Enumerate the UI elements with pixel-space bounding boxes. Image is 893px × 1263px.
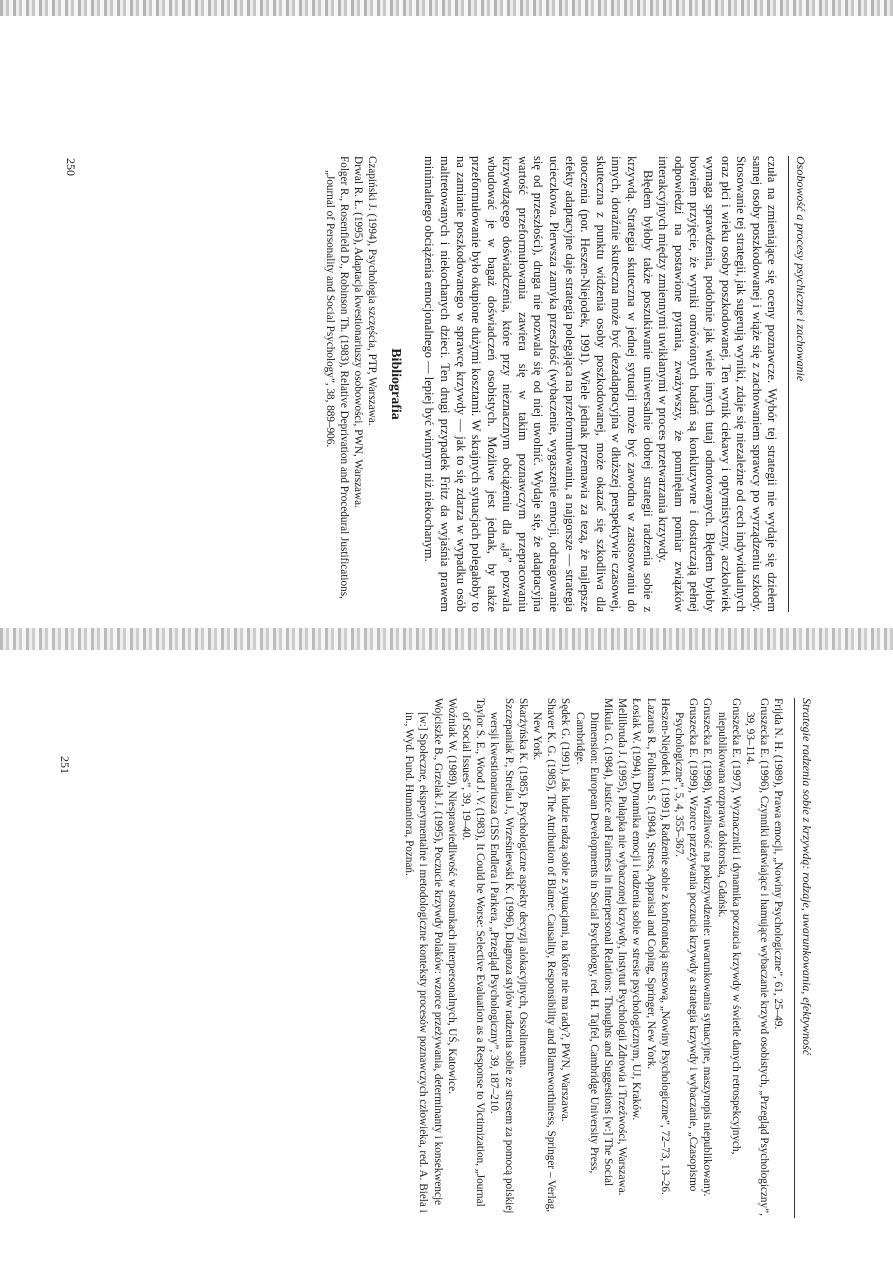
reference-item: Łosiak W. (1994), Dynamika emocji i radzenia sobie w stresie psychologicznym, UJ, Kraków. (630, 698, 643, 1121)
scan-edge-top (0, 0, 893, 16)
reference-item: Taylor S. E., Wood J. V. (1983), It Could be Worse: Selective Evaluation as a Response to Victimization, „Journal of Social Issues”, 39, 19–40. (459, 698, 487, 1207)
reference-item: Gruszecka E. (1998), Wrażliwość na pokrzywdzenie: uwarunkowania sytuacyjne, maszynopis niepublikowany. (701, 698, 714, 1197)
running-head: Osobowość a procesy psychiczne i zachowanie (788, 156, 808, 612)
reference-item: Wojciszke B., Grzelak J. (1995), Poczucie krzywdy Polaków: wzorce przeżywania, determinanty i konsekwencje [w:] Społeczne, eksperymentalne i metodologiczne konteksty procesów poznawczych człowieka, red. A. Biela i in., Wyd. Fund. Humaniora, Poznań. (403, 698, 444, 1213)
page-number: 250 (64, 158, 78, 176)
page-250 (0, 18, 893, 624)
reference-item: Gruszecka E. (1997), Wyznaczniki i dynamika poczucia krzywdy w świetle danych retrospekcyjnych, niepublikowana rozprawa doktorska, Gdańsk. (715, 698, 742, 1155)
reference-item: Mikula G. (1984), Justice and Fairness in Interpersonal Relations: Thoughts and Suggestions [w:] The Social Dimension: European Developments in Social Psychology, red. H. Tajfel, Cambridge University Press, Cambridge. (573, 698, 614, 1187)
page-251-content (402, 698, 814, 1218)
reference-item: Folger R., Rosenfield D., Robinson Th. (1983), Relative Deprivation and Procedural Justifications, „Journal of Personality and Social Psychology”, 38, 889–906. (323, 156, 350, 599)
reference-item: Czapiński J. (1994), Psychologia szczęścia, PTP, Warszawa. (366, 156, 379, 426)
body-text (421, 156, 780, 612)
page-251 (0, 654, 893, 1263)
page-number: 251 (58, 756, 72, 774)
reference-item: Gruszecka E. (1996), Czynniki ułatwiające i hamujące wybaczanie krzywd osobistych, „Przegląd Psychologiczny”, 39, 93–114. (744, 698, 771, 1216)
paragraph: czuła na zmieniające się oceny poznawcze. Wybór tej strategii nie wydaje się dziełem samej osoby poszkodowanej i wiąże się z zachowaniem sprawcy po wyrządzeniu szkody. Stosowanie tej strategii, jak sugerują wyniki, zdaje się niezależne od cech indywidualnych oraz płci i wieku osoby poszkodowanej. Ten wynik ciekawy i optymistyczny, aczkolwiek wymaga sprawdzenia, podobnie jak wiele innych tutaj odnotowanych. Błędem byłoby bowiem przyjęcie, że wyniki omówionych badań są konkluzywne i dostarczają pełnej odpowiedzi na postawione pytania, zważywszy, że pominęłam pomiar związków interakcyjnych między zmiennymi uwikłanymi w proces przetwarzania krzywdy. (656, 156, 780, 612)
reference-item: Frijda N. H. (1989), Prawa emocji, „Nowiny Psychologiczne”, 61, 25–49. (772, 698, 785, 1030)
page-250-content (322, 156, 808, 612)
reference-item: Gruszecka E. (1999), Wzorce przeżywania poczucia krzywdy a strategia krzywdy i wybaczanie, „Czasopismo Psychologiczne”, 5, 4, 355–367. (672, 698, 700, 1192)
paragraph: Błędem byłoby także poszukiwanie uniwersalnie dobrej strategii radzenia sobie z krzywdą. Strategia skuteczna w jednej sytuacji może być zawodna w zastosowaniu do innych, doraźnie skuteczna może być dezadaptacyjna w dłuższej perspektywie czasowej, skuteczna z punktu widzenia osoby poszkodowanej, może okazać się szkodliwa dla otoczenia (por. Heszen-Niejodek, 1991). Wiele jednak przemawia za tezą, że najlepsze efekty adaptacyjne daje strategia polegająca na przeformułowaniu, a najgorsze — strategia ucieczkowa. Pierwsza zamyka przeszłość (wybaczenie, wygaszenie emocji, odreagowanie się od przeszłości), druga nie pozwala się od niej uwolnić. Wydaje się, że adaptacyjna wartość przeformułowania zawiera się w takim poznawczym przepracowaniu krzywdzącego doświadczenia, które przy nieznacznym obciążeniu dla „ja” pozwala wbudować je w bagaż doświadczeń osobistych. Możliwe jest jednak, by także przeformułowanie było okupione dużymi kosztami. W skrajnych sytuacjach polegałoby to na zamianie poszkodowanego w sprawcę krzywdy — jak to się zdarza w wypadku osób maltretowanych i niekochanych dzieci. Ten drugi przypadek Fritz da wyjaśnia prawem minimalnego obciążenia emocjonalnego — lepiej być winnym niż niekochanym. (422, 156, 655, 612)
reference-item: Heszen-Niejodek I. (1991), Radzenie sobie z konfrontacją stresową, „Nowiny Psychologiczne”, 72–73, 13–26. (658, 698, 671, 1195)
bibliography-heading: Bibliografia (387, 348, 403, 420)
running-head: Strategie radzenia sobie z krzywdą: rodzaje, uwarunkowania, efektywność (794, 698, 814, 1218)
reference-item: Drwal R. Ł. (1995), Adaptacja kwestionariuszy osobowości, PWN, Warszawa. (351, 156, 364, 508)
scan-gutter (0, 628, 893, 650)
reference-item: Mellibruda J. (1995), Pułapka nie wybaczonej krzywdy, Instytut Psychologii Zdrowia i Trzeźwości, Warszawa. (616, 698, 629, 1196)
reference-item: Woźniak W. (1989), Niesprawiedliwość w stosunkach interpersonalnych, UŚ, Katowice. (445, 698, 458, 1094)
reference-item: Lazarus R., Folkman S. (1984), Stress, Appraisal and Coping, Springer, New York. (644, 698, 657, 1070)
reference-item: Skarżyńska K. (1985), Psychologiczne aspekty decyzji alokacyjnych, Ossolineum. (516, 698, 529, 1069)
reference-item: Shaver K. G. (1985), The Attribution of Blame: Causality, Responsibility and Blameworthiness, Springer – Verlag, New York. (530, 698, 558, 1213)
reference-item: Sędek G. (1991), Jak ludzie radzą sobie z sytuacjami, na które nie ma rady?, PWN, Warszawa. (559, 698, 572, 1122)
reference-item: Szczepaniak P., Strelau J., Wrześniewski K. (1996), Diagnoza stylów radzenia sobie ze stresem za pomocą polskiej wersji kwestionariusza CISS Endlera i Parkera, „Przegląd Psychologiczny”, 39, 187–210. (488, 698, 515, 1214)
